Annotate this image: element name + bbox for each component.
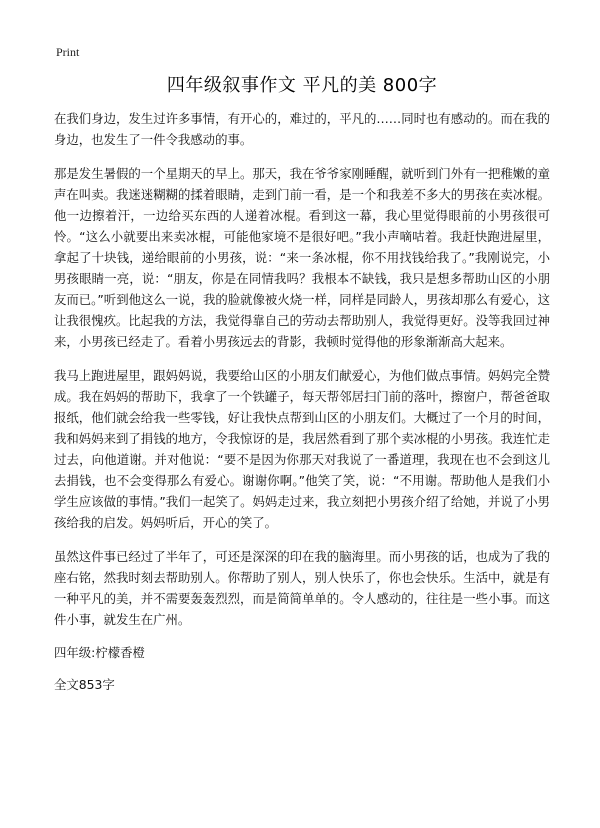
article-paragraph-1: 在我们身边，发生过许多事情，有开心的，难过的，平凡的……同时也有感动的。而在我的身边，也发生了一件令我感动的事。	[54, 111, 550, 147]
article-title: 四年级叙事作文 平凡的美 800字	[166, 75, 438, 96]
article-paragraph-4: 虽然这件事已经过了半年了，可还是深深的印在我的脑海里。而小男孩的话，也成为了我的座右铭，然我时刻去帮助别人。你帮助了别人，别人快乐了，你也会快乐。生活中，就是有一种平凡的美，并不需要轰轰烈烈，而是简简单单的。令人感动的，往往是一些小事。而这件小事，就发生在广州。	[54, 549, 550, 627]
article-author: 四年级:柠檬香橙	[54, 645, 145, 660]
word-count: 全文853字	[54, 677, 115, 692]
article-paragraph-3: 我马上跑进屋里，跟妈妈说，我要给山区的小朋友们献爱心，为他们做点事情。妈妈完全赞成。我在妈妈的帮助下，我拿了一个铁罐子，每天帮邻居扫门前的落叶，擦窗户，帮爸爸取报纸，他们就会给我一些零钱，好让我快点帮到山区的小朋友们。大概过了一个月的时间，我和妈妈来到了捐钱的地方，令我惊讶的是，我居然看到了那个卖冰棍的小男孩。我连忙走过去，向他道谢。并对他说：“要不是因为你那天对我说了一番道理，我现在也不会到这儿去捐钱，也不会变得那么有爱心。谢谢你啊。”他笑了笑，说：“不用谢。帮助他人是我们小学生应该做的事情。”我们一起笑了。妈妈走过来，我立刻把小男孩介绍了给她，并说了小男孩给我的启发。妈妈听后，开心的笑了。	[54, 368, 550, 530]
print-link[interactable]: Print	[56, 45, 80, 59]
article-paragraph-2: 那是发生暑假的一个星期天的早上。那天，我在爷爷家刚睡醒，就听到门外有一把稚嫩的童声在叫卖。我迷迷糊糊的揉着眼睛，走到门前一看，是一个和我差不多大的男孩在卖冰棍。他一边擦着汗，一边给买东西的人递着冰棍。看到这一幕，我心里觉得眼前的小男孩很可怜。“这么小就要出来卖冰棍，可能他家境不是很好吧。”我小声嘀咕着。我赶快跑进屋里，拿起了十块钱，递给眼前的小男孩，说：“来一条冰棍，你不用找钱给我了。”我刚说完，小男孩眼睛一亮，说：“朋友，你是在同情我吗？我根本不缺钱，我只是想多帮助山区的小朋友而已。”听到他这么一说，我的脸就像被火烧一样，同样是同龄人，男孩却那么有爱心，这让我很愧疚。比起我的方法，我觉得靠自己的劳动去帮助别人，我觉得更好。没等我回过神来，小男孩已经走了。看着小男孩远去的背影，我顿时觉得他的形象渐渐高大起来。	[54, 166, 550, 349]
